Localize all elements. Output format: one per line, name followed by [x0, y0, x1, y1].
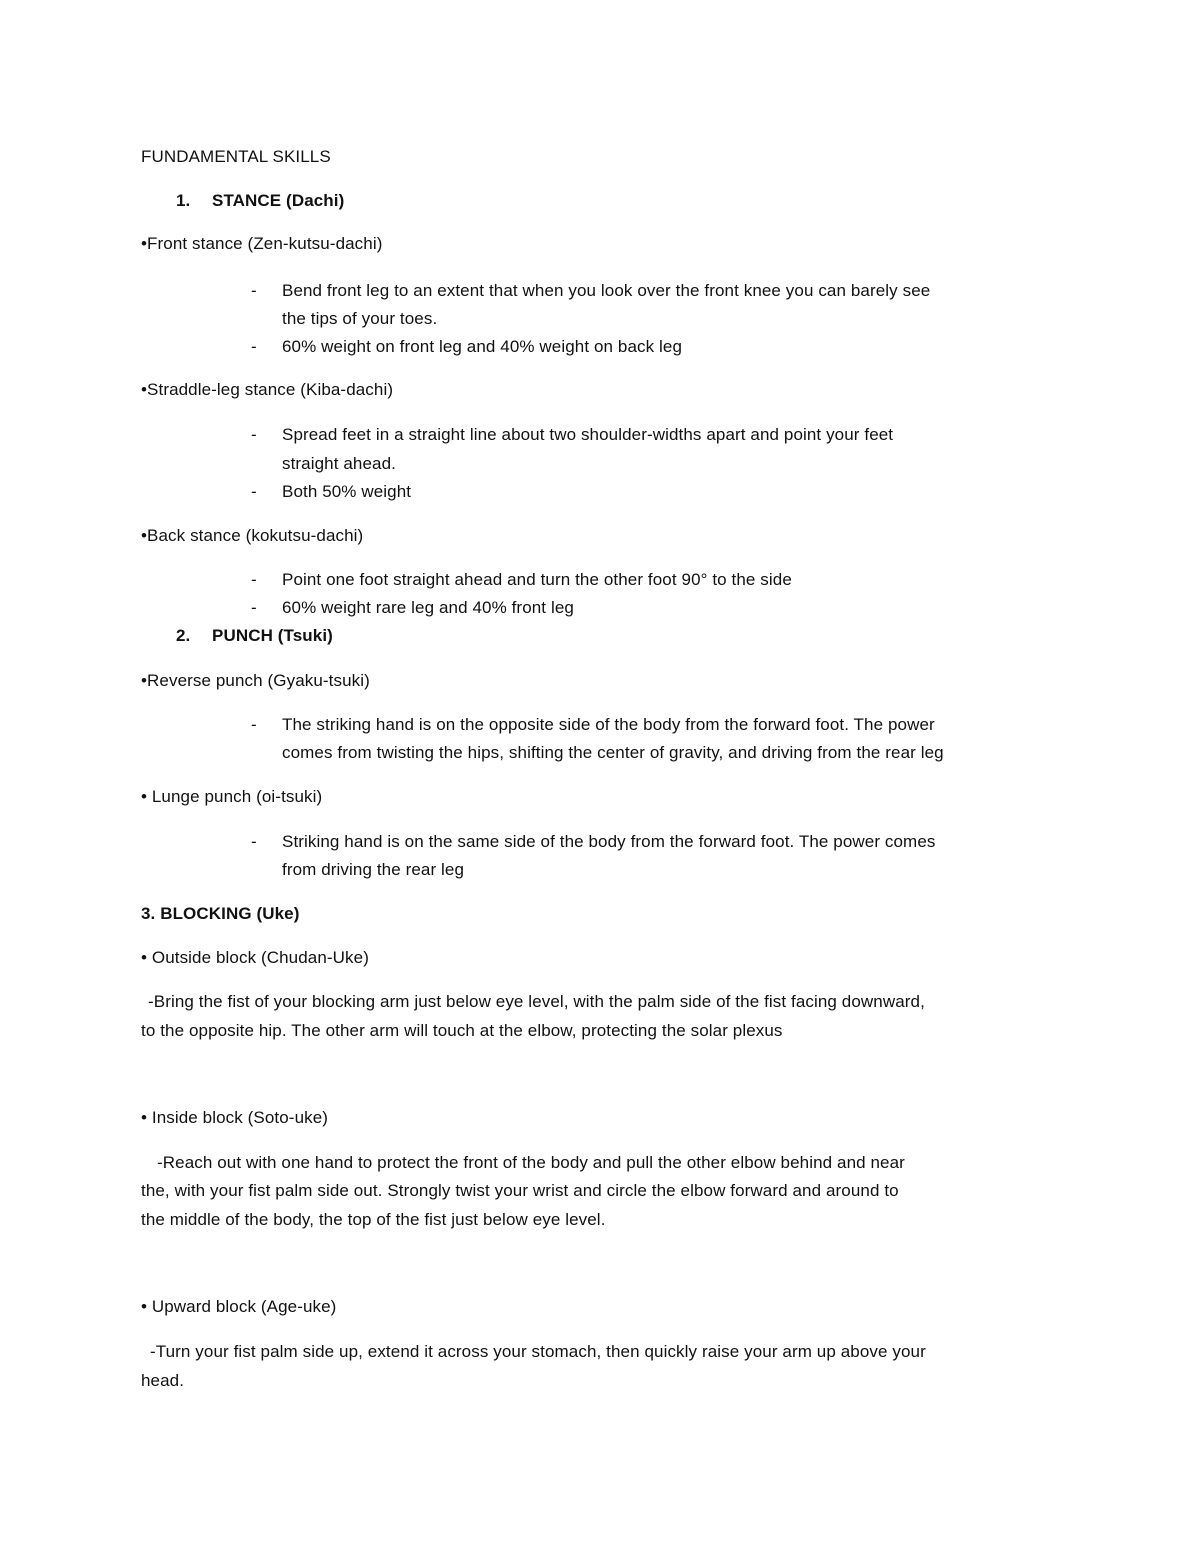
back-stance-detail-1: Point one foot straight ahead and turn the other foot 90° to the side	[282, 570, 792, 589]
list-dash: -	[251, 570, 257, 589]
lunge-punch-detail-1-cont: from driving the rear leg	[282, 860, 465, 879]
front-stance-label: •Front stance (Zen-kutsu-dachi)	[141, 234, 383, 253]
list-dash: -	[251, 337, 257, 356]
reverse-punch-label: •Reverse punch (Gyaku-tsuki)	[141, 671, 370, 690]
inside-block-label: • Inside block (Soto-uke)	[141, 1108, 329, 1127]
back-stance-label: •Back stance (kokutsu-dachi)	[141, 526, 364, 545]
inside-block-text-cont-2: the middle of the body, the top of the fist just below eye level.	[141, 1210, 606, 1229]
inside-block-text: -Reach out with one hand to protect the front of the body and pull the other elbow behind and near	[157, 1153, 905, 1172]
section-2-heading: PUNCH (Tsuki)	[212, 626, 333, 645]
upward-block-text: -Turn your fist palm side up, extend it across your stomach, then quickly raise your arm up above your	[150, 1342, 926, 1361]
reverse-punch-detail-1-cont: comes from twisting the hips, shifting the center of gravity, and driving from the rear leg	[282, 743, 944, 762]
front-stance-detail-2: 60% weight on front leg and 40% weight on back leg	[282, 337, 683, 356]
straddle-stance-label: •Straddle-leg stance (Kiba-dachi)	[141, 380, 394, 399]
straddle-stance-detail-1: Spread feet in a straight line about two shoulder-widths apart and point your feet	[282, 425, 894, 444]
list-dash: -	[251, 281, 257, 300]
list-dash: -	[251, 832, 257, 851]
lunge-punch-detail-1: Striking hand is on the same side of the body from the forward foot. The power comes	[282, 832, 936, 851]
outside-block-label: • Outside block (Chudan-Uke)	[141, 948, 369, 967]
section-1-heading: STANCE (Dachi)	[212, 191, 345, 210]
lunge-punch-label: • Lunge punch (oi-tsuki)	[141, 787, 323, 806]
list-dash: -	[251, 425, 257, 444]
page-title: FUNDAMENTAL SKILLS	[141, 147, 331, 166]
section-1-number: 1.	[176, 191, 191, 210]
inside-block-text-cont-1: the, with your fist palm side out. Strongly twist your wrist and circle the elbow forward and around to	[141, 1181, 899, 1200]
straddle-stance-detail-2: Both 50% weight	[282, 482, 412, 501]
list-dash: -	[251, 482, 257, 501]
upward-block-text-cont: head.	[141, 1371, 185, 1390]
front-stance-detail-1: Bend front leg to an extent that when you look over the front knee you can barely see	[282, 281, 931, 300]
straddle-stance-detail-1-cont: straight ahead.	[282, 454, 396, 473]
upward-block-label: • Upward block (Age-uke)	[141, 1297, 337, 1316]
list-dash: -	[251, 715, 257, 734]
section-2-number: 2.	[176, 626, 191, 645]
back-stance-detail-2: 60% weight rare leg and 40% front leg	[282, 598, 574, 617]
list-dash: -	[251, 598, 257, 617]
outside-block-text: -Bring the fist of your blocking arm just below eye level, with the palm side of the fist facing downward,	[148, 992, 925, 1011]
reverse-punch-detail-1: The striking hand is on the opposite side of the body from the forward foot. The power	[282, 715, 935, 734]
front-stance-detail-1-cont: the tips of your toes.	[282, 309, 438, 328]
section-3-heading: 3. BLOCKING (Uke)	[141, 904, 300, 923]
outside-block-text-cont: to the opposite hip. The other arm will touch at the elbow, protecting the solar plexus	[141, 1021, 783, 1040]
